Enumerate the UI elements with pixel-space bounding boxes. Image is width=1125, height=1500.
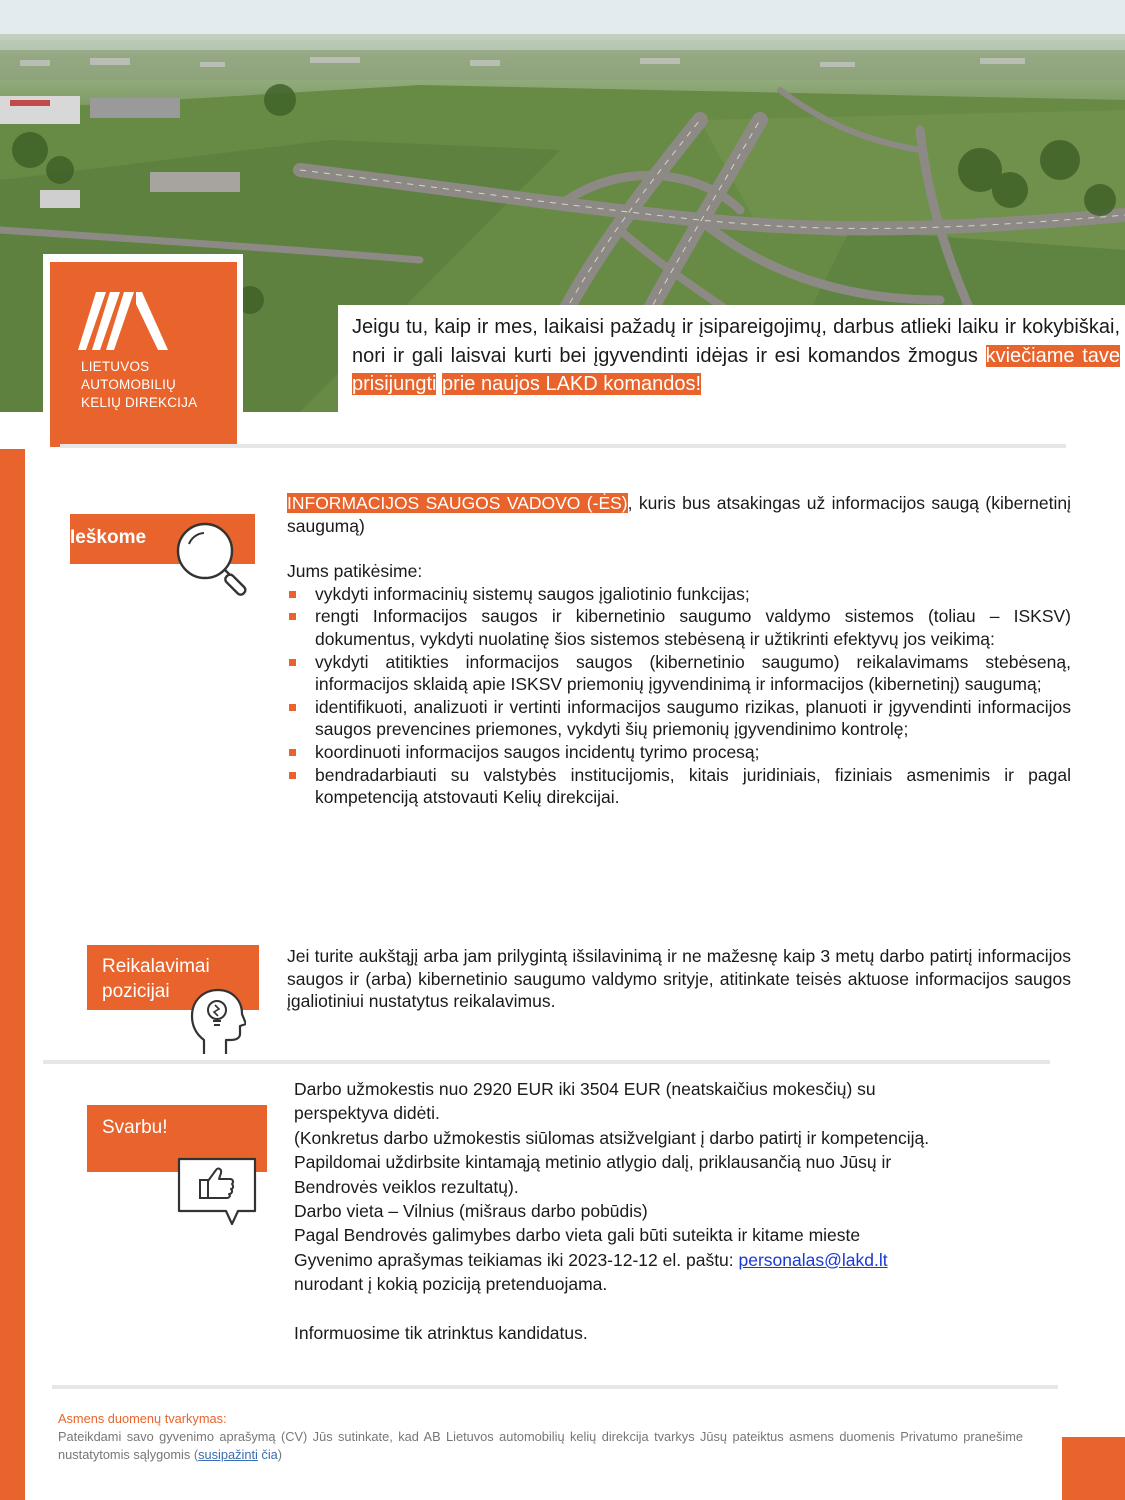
hero-highlight-1: kviečiame tave prisijungti bbox=[352, 344, 1120, 395]
list-item: bendradarbiauti su valstybės institucijomis, kitais juridiniais, fiziniais asmenimis ir pagal kompetenciją atstovauti Kelių direkcijai. bbox=[287, 764, 1071, 809]
list-item: vykdyti informacinių sistemų saugos įgaliotinio funkcijas; bbox=[287, 583, 1071, 606]
footer-body: Pateikdami savo gyvenimo aprašymą (CV) Jūs sutinkate, kad AB Lietuvos automobilių kelių direkcija tvarkys Jūsų pateiktus asmens duomenis Privatumo pranešime nustatytomis sąlygomis ( bbox=[58, 1429, 1023, 1462]
footer-title: Asmens duomenų tvarkymas: bbox=[58, 1411, 227, 1426]
footer-close-paren: ) bbox=[277, 1447, 283, 1462]
requirements-tag-line-1: Reikalavimai bbox=[102, 956, 210, 977]
important-line-2: perspektyva didėti. bbox=[294, 1103, 440, 1124]
tasks-intro: Jums patikėsime: bbox=[287, 561, 423, 582]
position-rest: , kuris bus atsakingas už informacijos saugą (kibernetinį saugumą) bbox=[287, 493, 1072, 536]
thumbs-up-icon bbox=[176, 1156, 258, 1228]
important-tag-label: Svarbu! bbox=[102, 1117, 168, 1138]
logo-line-3: KELIŲ DIREKCIJA bbox=[81, 395, 198, 410]
important-line-10: Informuosime tik atrinktus kandidatus. bbox=[294, 1323, 588, 1344]
lakd-logo bbox=[50, 262, 237, 447]
list-item: koordinuoti informacijos saugos incidentų tyrimo procesą; bbox=[287, 741, 1071, 764]
position-title: INFORMACIJOS SAUGOS VADOVO (-ĖS) bbox=[287, 493, 628, 513]
privacy-footer bbox=[58, 1410, 1023, 1464]
divider-bottom bbox=[52, 1385, 1058, 1389]
hero-intro-text bbox=[352, 313, 1120, 399]
logo-line-1: LIETUVOS bbox=[81, 359, 150, 374]
head-lightbulb-icon bbox=[190, 988, 246, 1056]
position-heading bbox=[287, 492, 1071, 537]
important-line-5: Bendrovės veiklos rezultatų). bbox=[294, 1176, 519, 1197]
privacy-link-here[interactable]: čia bbox=[261, 1447, 278, 1462]
important-line-8-text: Gyvenimo aprašymas teikiamas iki 2023-12-12 el. paštu: bbox=[294, 1249, 739, 1270]
important-line-4: Papildomai uždirbsite kintamąją metinio atlygio dalį, priklausančią nuo Jūsų ir bbox=[294, 1152, 892, 1173]
important-line-1: Darbo užmokestis nuo 2920 EUR iki 3504 EUR (neatskaičius mokesčių) su bbox=[294, 1079, 876, 1099]
list-item: rengti Informacijos saugos ir kibernetinio saugumo valdymo sistemos (toliau – ISKSV) dokumentus, vykdyti nuolatinę šios sistemos stebėseną ir užtikrinti efektyvų jos veikimą: bbox=[287, 605, 1071, 650]
important-line-8 bbox=[294, 1248, 1074, 1272]
requirements-tag-line-2: pozicijai bbox=[102, 981, 170, 1002]
corner-accent-block bbox=[1062, 1437, 1125, 1500]
important-line-7: Pagal Bendrovės galimybes darbo vieta gali būti suteikta ir kitame mieste bbox=[294, 1225, 861, 1246]
important-content bbox=[294, 1077, 1074, 1345]
email-link[interactable]: personalas@lakd.lt bbox=[738, 1249, 888, 1270]
left-accent-bar bbox=[0, 449, 25, 1500]
privacy-link[interactable]: susipažinti bbox=[198, 1447, 258, 1462]
seek-tag-label: Ieškome bbox=[70, 527, 147, 548]
requirements-text: Jei turite aukštąjį arba jam prilygintą išsilavinimą ir ne mažesnę kaip 3 metų darbo patirtį informacijos saugos ir (arba) kibernetinio saugumo valdymo srityje, atitinkate teisės aktuose informacijos saugos įgaliotiniui nustatytus reikalavimus. bbox=[287, 946, 1071, 1012]
important-line-6: Darbo vieta – Vilnius (mišraus darbo pobūdis) bbox=[294, 1201, 648, 1222]
divider-top bbox=[60, 444, 1066, 448]
hero-highlight-2: prie naujos LAKD komandos! bbox=[442, 373, 702, 395]
divider-middle bbox=[43, 1060, 1050, 1064]
seek-content bbox=[287, 492, 1071, 809]
lakd-logo-mark-icon bbox=[78, 292, 168, 350]
search-icon bbox=[174, 520, 256, 600]
logo-text bbox=[81, 358, 197, 412]
list-item: identifikuoti, analizuoti ir vertinti informacijos saugumo rizikas, planuoti ir įgyvendinti informacijos saugos prevencines priemones, vykdyti šių priemonių įgyvendinimo kontrolę; bbox=[287, 696, 1071, 741]
tasks-list bbox=[287, 583, 1071, 809]
hero-text-plain: Jeigu tu, kaip ir mes, laikaisi pažadų ir įsipareigojimų, darbus atlieki laiku ir kokybiškai, nori ir gali laisvai kurti bei įgyvendinti idėjas ir esi komandos žmogus bbox=[352, 316, 1120, 367]
important-line-9: nurodant į kokią poziciją pretenduojama. bbox=[294, 1274, 608, 1295]
important-line-3: (Konkretus darbo užmokestis siūlomas atsižvelgiant į darbo patirtį ir kompetenciją. bbox=[294, 1127, 930, 1148]
list-item: vykdyti atitikties informacijos saugos (kibernetinio saugumo) reikalavimams stebėseną, informacijos sklaidą apie ISKSV priemonių įgyvendinimą ir informacijos (kibernetinį) saugumą; bbox=[287, 651, 1071, 696]
logo-line-2: AUTOMOBILIŲ bbox=[81, 377, 176, 392]
footer-text bbox=[58, 1428, 1023, 1464]
